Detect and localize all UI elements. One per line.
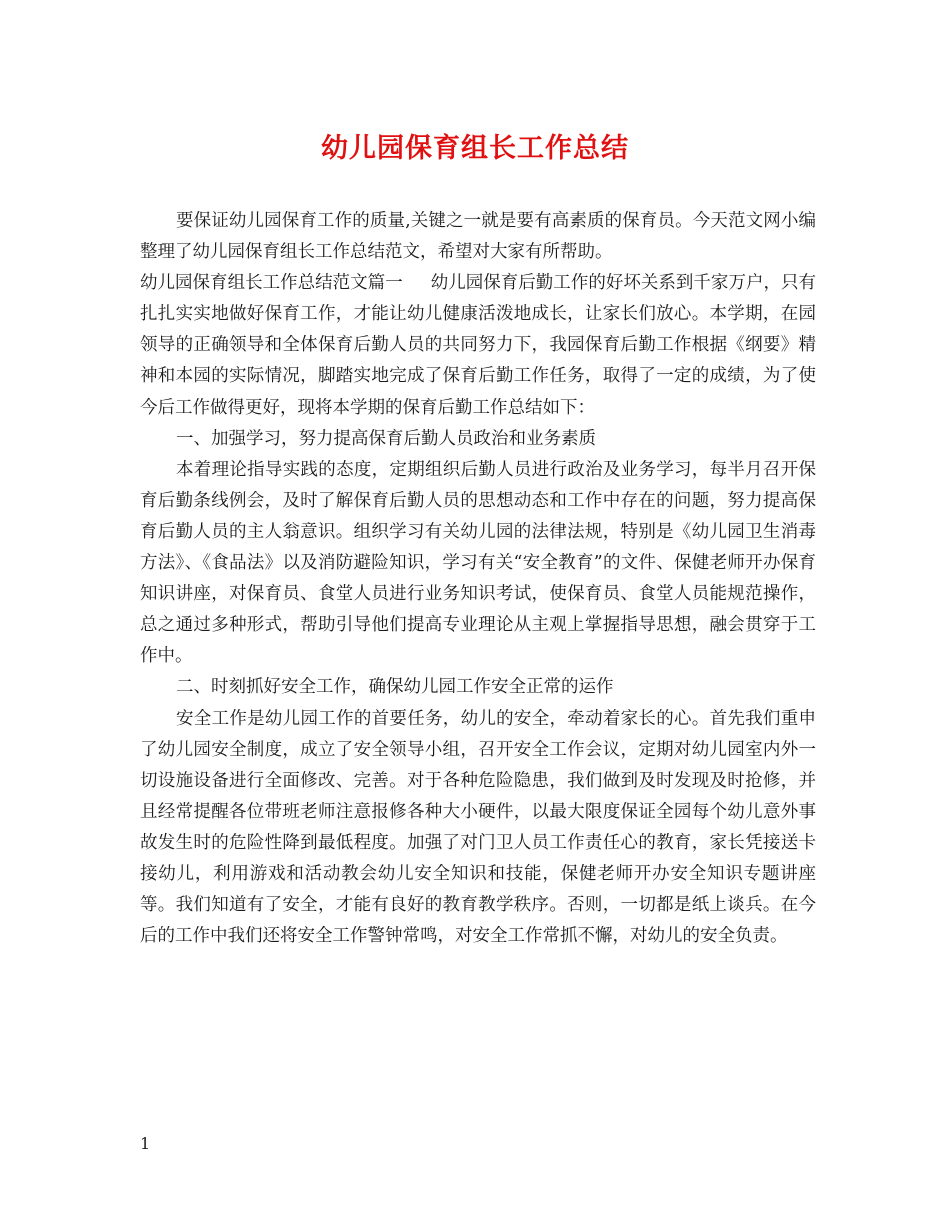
section-2-body: 安全工作是幼儿园工作的首要任务，幼儿的安全，牵动着家长的心。首先我们重申了幼儿园安全制度，成立了安全领导小组，召开安全工作会议，定期对幼儿园室内外一切设施设备进行全面修改、完善。对于各种危险隐患，我们做到及时发现及时抢修，并且经常提醒各位带班老师注意报修各种大小硬件，以最大限度保证全园每个幼儿意外事故发生时的危险性降到最低程度。加强了对门卫人员工作责任心的教育，家长凭接送卡接幼儿，利用游戏和活动教会幼儿安全知识和技能，保健老师开办安全知识专题讲座等。我们知道有了安全，才能有良好的教育教学秩序。否则，一切都是纸上谈兵。在今后的工作中我们还将安全工作警钟常鸣，对安全工作常抓不懈，对幼儿的安全负责。 bbox=[140, 708, 816, 947]
section-2-heading: 二、时刻抓好安全工作，确保幼儿园工作安全正常的运作 bbox=[176, 677, 614, 698]
document-body bbox=[140, 206, 816, 952]
intro-paragraph: 要保证幼儿园保育工作的质量,关键之一就是要有高素质的保育员。今天范文网小编整理了幼儿园保育组长工作总结范文，希望对大家有所帮助。 bbox=[140, 211, 816, 263]
document-title: 幼儿园保育组长工作总结 bbox=[321, 133, 629, 164]
opening-paragraph: 幼儿园保育后勤工作的好坏关系到千家万户，只有扎扎实实地做好保育工作，才能让幼儿健康活泼地成长，让家长们放心。本学期，在园领导的正确领导和全体保育后勤人员的共同努力下，我园保育后勤工作根据《纲要》精神和本园的实际情况，脚踏实地完成了保育后勤工作任务，取得了一定的成绩，为了使今后工作做得更好，现将本学期的保育后勤工作总结如下： bbox=[140, 273, 816, 418]
section-1-heading: 一、加强学习，努力提高保育后勤人员政治和业务素质 bbox=[176, 428, 596, 449]
article-heading: 幼儿园保育组长工作总结范文篇一 bbox=[140, 273, 403, 294]
section-1-body: 本着理论指导实践的态度，定期组织后勤人员进行政治及业务学习，每半月召开保育后勤条线例会，及时了解保育后勤人员的思想动态和工作中存在的问题，努力提高保育后勤人员的主人翁意识。组织学习有关幼儿园的法律法规，特别是《幼儿园卫生消毒方法》、《食品法》以及消防避险知识，学习有关“安全教育”的文件、保健老师开办保育知识讲座，对保育员、食堂人员进行业务知识考试，使保育员、食堂人员能规范操作，总之通过多种形式，帮助引导他们提高专业理论从主观上掌握指导思想，融会贯穿于工作中。 bbox=[140, 459, 816, 667]
article-opening bbox=[140, 268, 816, 423]
page-number: 1 bbox=[140, 1134, 151, 1153]
